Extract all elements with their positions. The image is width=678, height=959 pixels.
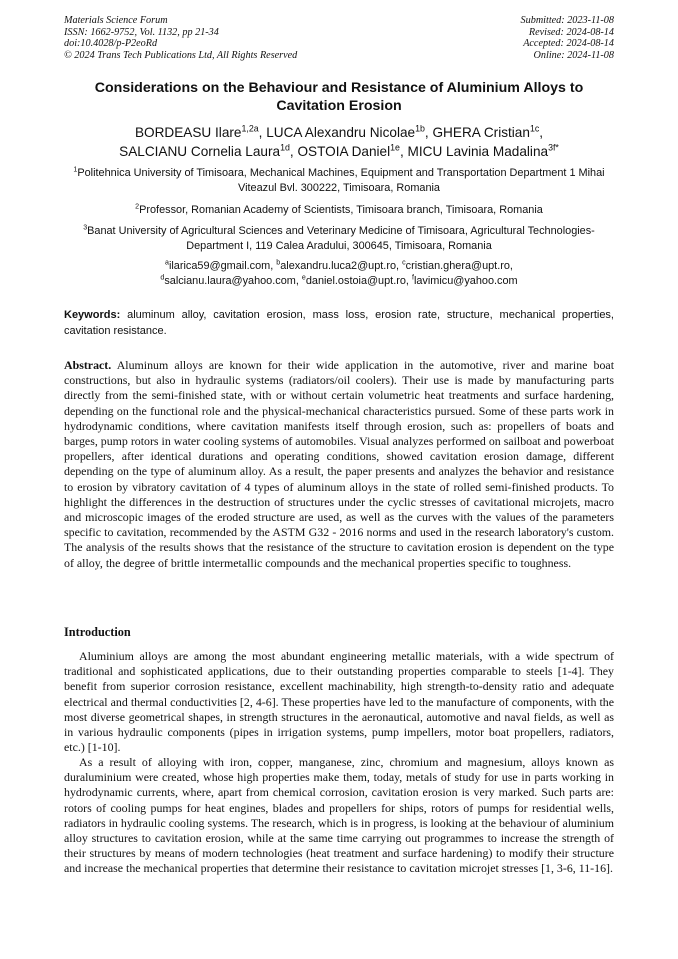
email-mark: a	[165, 258, 169, 267]
email-separator: ,	[295, 275, 302, 287]
author-separator: ,	[539, 125, 544, 140]
introduction-heading: Introduction	[64, 625, 131, 639]
affiliation-text: Professor, Romanian Academy of Scientists, Timisoara branch, Timisoara, Romania	[139, 204, 543, 216]
author-affiliation-mark: 1b	[415, 123, 425, 134]
issn-line: ISSN: 1662-9752, Vol. 1132, pp 21-34	[64, 26, 219, 38]
author-line-2	[64, 142, 614, 161]
affiliation-2	[64, 203, 614, 218]
abstract-text: Aluminum alloys are known for their wide application in the automotive, river and marine boat constructions, but also in hydraulic systems (radiators/oil coolers). Their use is made by manufacturing parts directly from the semi-finished state, with or without certain volumetric heat treatments and surface hardening, depending on the functional role and the physical-mechanical characteristics pursued. Some of these parts work in hydrodynamic conditions, where cavitation manifests itself through erosion, such as: propellers of boats and barges, pump rotors in water cooling systems of automobiles. Visual analyzes performed on sailboat and powerboat propellers, after identical durations and operating conditions, showed cavitation erosion damage, different depending on the type of aluminum alloy. As a result, the paper presents and analyzes the behavior and resistance to erosion by vibratory cavitation of 4 types of aluminum alloys in the state of rolled semi-finished products. To highlight the differences in the destruction of structures under the cyclic stresses of cavitational microjets, macro and microscopic images of the eroded structure are used, as well as the curves with the values of the parameters specific to cavitation, recommended by the ASTM G32 - 2016 norms and used in the research laboratory's custom. The analysis of the results shows that the resistance of the structure to cavitation erosion is dependent on the type of alloy, the degree of brittle intermetallic compounds and the mechanical properties specific to toughness.	[64, 358, 614, 570]
paper-title: Considerations on the Behaviour and Resistance of Aluminium Alloys to Cavitation Erosion	[94, 80, 584, 114]
author-affiliation-mark: 1c	[529, 123, 540, 134]
email-mark: f	[411, 273, 414, 282]
email-address: alexandru.luca2@upt.ro	[280, 260, 397, 272]
revised-date: Revised: 2024-08-14	[528, 26, 614, 38]
email-mark: b	[276, 258, 281, 267]
author-name: BORDEASU Ilare	[134, 125, 242, 140]
email-separator: ,	[270, 260, 277, 272]
journal-header	[64, 15, 614, 61]
email-line-1	[64, 259, 614, 274]
author-name: LUCA Alexandru Nicolae	[266, 125, 416, 140]
author-separator: ,	[258, 125, 267, 140]
author-name: OSTOIA Daniel	[297, 144, 391, 159]
author-separator: ,	[424, 125, 433, 140]
abstract-section	[64, 358, 614, 571]
affiliation-1	[64, 166, 614, 196]
email-mark: e	[301, 273, 306, 282]
email-address: cristian.ghera@upt.ro	[405, 260, 510, 272]
email-mark: c	[402, 258, 406, 267]
copyright-line: © 2024 Trans Tech Publications Ltd, All Rights Reserved	[64, 49, 298, 61]
keywords-section	[64, 308, 614, 339]
introduction-paragraph-2: As a result of alloying with iron, copper, manganese, zinc, chromium and magnesium, alloys known as duraluminium were created, whose high properties make them, today, metals of study for use in parts working in hydrodynamic currents, where, apart from chemical corrosion, cavitation erosion is very marked. Such parts are: rotors of cooling pumps for heat engines, blades and propellers for ships, rotors of pumps for residential wells, radiators in hydraulic cooling systems. The research, which is in progress, is looking at the behaviour of aluminium alloy structures to cavitation erosion, while at the same time carrying out programmes to increase the strength of their structures by means of modern technologies (heat treatment and surface hardening) to modify their structure and increase the mechanical properties that determine their resistance to cavitation microjet stresses [1, 3-6, 11-16].	[64, 755, 614, 876]
author-emails	[64, 259, 614, 289]
author-affiliation-mark: 1e	[390, 142, 400, 153]
email-separator: ,	[405, 275, 412, 287]
keywords-text: aluminum alloy, cavitation erosion, mass loss, erosion rate, structure, mechanical properties, cavitation resistance.	[64, 309, 614, 337]
keywords-label: Keywords:	[64, 309, 121, 321]
email-address: ilarica59@gmail.com	[168, 260, 271, 272]
author-affiliation-mark: 1d	[280, 142, 290, 153]
author-affiliation-mark: 3f*	[548, 142, 559, 153]
author-separator: ,	[399, 144, 408, 159]
author-separator: ,	[289, 144, 298, 159]
author-list	[64, 123, 614, 161]
doi-line: doi:10.4028/p-P2eoRd	[64, 38, 158, 50]
submitted-date: Submitted: 2023-11-08	[520, 15, 614, 26]
author-name: SALCIANU Cornelia Laura	[119, 144, 281, 159]
accepted-date: Accepted: 2024-08-14	[523, 38, 614, 50]
affiliation-mark: 3	[83, 223, 88, 232]
email-separator: ,	[396, 260, 403, 272]
author-affiliation-mark: 1,2a	[241, 123, 259, 134]
email-mark: d	[160, 273, 165, 282]
email-address: salcianu.laura@yahoo.com	[164, 275, 296, 287]
email-address: lavimicu@yahoo.com	[413, 275, 518, 287]
email-line-2	[64, 274, 614, 289]
introduction-paragraph-1: Aluminium alloys are among the most abundant engineering metallic materials, with a wide spectrum of traditional and sophisticated applications, due to their outstanding properties comparable to steels [1-4]. They benefit from superior corrosion resistance, excellent machinability, high strength-to-density ratio and adequate electrical and thermal conductivities [2, 4-6]. These properties have led to the manufacture of components, with the most diverse geometrical shapes, in strength structures in the aeronautical, automotive and naval fields, as well as in various hydraulic components (pipes in irrigation systems, pump impellers, motor boat propellers, radiators, etc.) [1-10].	[64, 649, 614, 755]
email-separator: ,	[509, 260, 513, 272]
abstract-label: Abstract.	[64, 358, 112, 372]
journal-name: Materials Science Forum	[64, 15, 168, 26]
affiliation-text: Banat University of Agricultural Sciences and Veterinary Medicine of Timisoara, Agricultural Technologies-Department I, 119 Calea Aradului, 300645, Timisoara, Romania	[87, 225, 595, 253]
author-name: GHERA Cristian	[432, 125, 530, 140]
publication-dates	[521, 15, 614, 61]
online-date: Online: 2024-11-08	[533, 49, 614, 61]
affiliation-3	[64, 224, 614, 254]
email-address: daniel.ostoia@upt.ro	[305, 275, 406, 287]
affiliation-mark: 2	[135, 202, 140, 211]
author-name: MICU Lavinia Madalina	[407, 144, 549, 159]
author-line-1	[64, 123, 614, 142]
journal-info	[64, 15, 297, 61]
affiliation-mark: 1	[73, 165, 78, 174]
affiliation-text: Politehnica University of Timisoara, Mechanical Machines, Equipment and Transportation Department 1 Mihai Viteazul Bvl. 300222, Timisoara, Romania	[77, 167, 605, 195]
